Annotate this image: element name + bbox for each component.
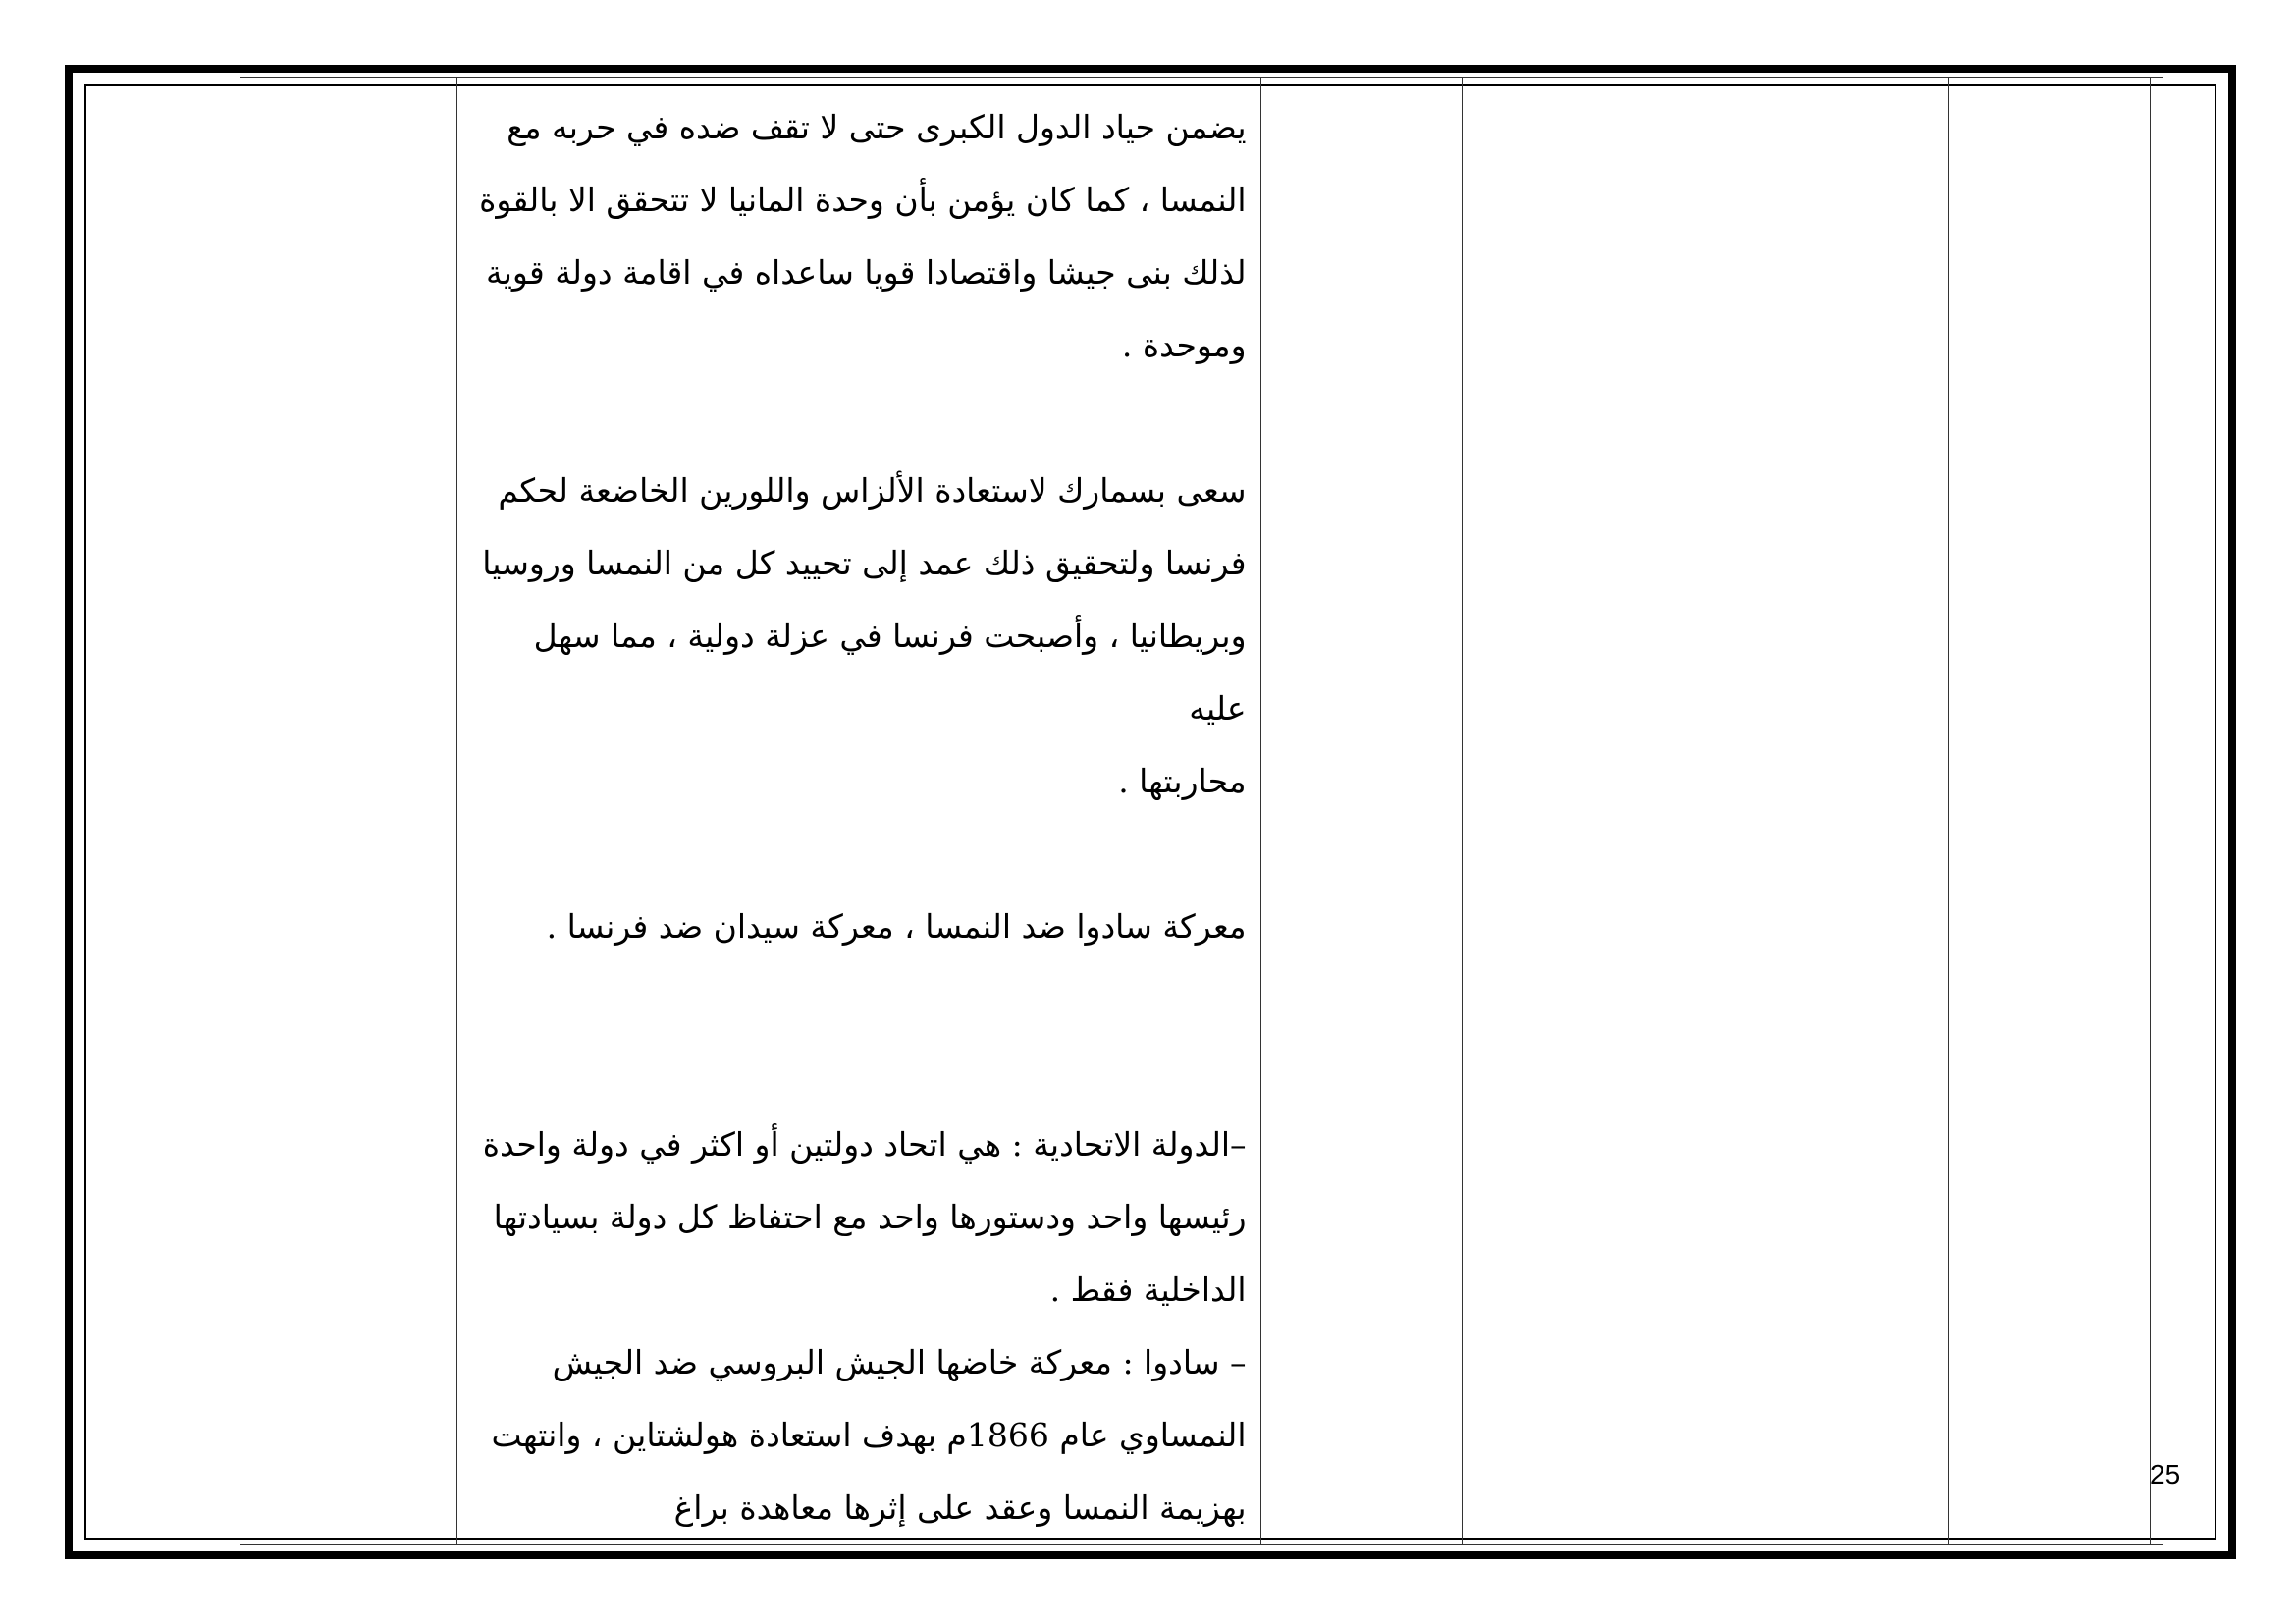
content-column: [457, 78, 1260, 1545]
spacer: [475, 818, 1246, 891]
lesson-plan-table: [240, 77, 2163, 1545]
text-line: سعى بسمارك لاستعادة الألزاس واللورين الخاضعة لحكم: [498, 471, 1247, 510]
table-row: [240, 78, 2163, 1545]
text-line: لذلك بنى جيشا واقتصادا قويا ساعداه في اقامة دولة قوية: [486, 253, 1247, 292]
text-line: يضمن حياد الدول الكبرى حتى لا تقف ضده في حربه مع: [507, 108, 1247, 146]
text-line: الداخلية فقط .: [1049, 1271, 1247, 1309]
empty-column-right: [1949, 78, 2151, 1545]
text-line: رئيسها واحد ودستورها واحد مع احتفاظ كل دولة بسيادتها: [493, 1198, 1247, 1236]
text-line: محاربتها .: [1118, 762, 1247, 800]
text-line: النمسا ، كما كان يؤمن بأن وحدة المانيا لا تتحقق الا بالقوة: [479, 181, 1247, 219]
page-number: 25: [2150, 1459, 2181, 1489]
paragraph-3: [475, 891, 1246, 963]
paragraph-4: [475, 1109, 1246, 1544]
text-line: بهزيمة النمسا وعقد على إثرها معاهدة براغ: [673, 1489, 1247, 1527]
paragraph-1: [475, 91, 1246, 382]
text-line: معركة سادوا ضد النمسا ، معركة سيدان ضد فرنسا .: [546, 907, 1247, 946]
text-line: النمساوي عام 1866م بهدف استعادة هولشتاين ، وانتهت: [491, 1416, 1247, 1454]
text-line: فرنسا ولتحقيق ذلك عمد إلى تحييد كل من النمسا وروسيا: [482, 544, 1247, 582]
text-line: وموحدة .: [1121, 326, 1247, 364]
text-line: وبريطانيا ، وأصبحت فرنسا في عزلة دولية ، مما سهل عليه: [533, 617, 1247, 728]
spacer: [475, 382, 1246, 455]
empty-column-left-center: [1260, 78, 1463, 1545]
paragraph-2: [475, 455, 1246, 818]
empty-column-left: [240, 78, 457, 1545]
narrow-edge-column: [2150, 78, 2163, 1545]
text-line: –الدولة الاتحادية : هي اتحاد دولتين أو اكثر في دولة واحدة: [482, 1125, 1247, 1164]
spacer: [475, 963, 1246, 1109]
text-line: – سادوا : معركة خاضها الجيش البروسي ضد الجيش: [552, 1343, 1247, 1381]
empty-column-center: [1463, 78, 1949, 1545]
